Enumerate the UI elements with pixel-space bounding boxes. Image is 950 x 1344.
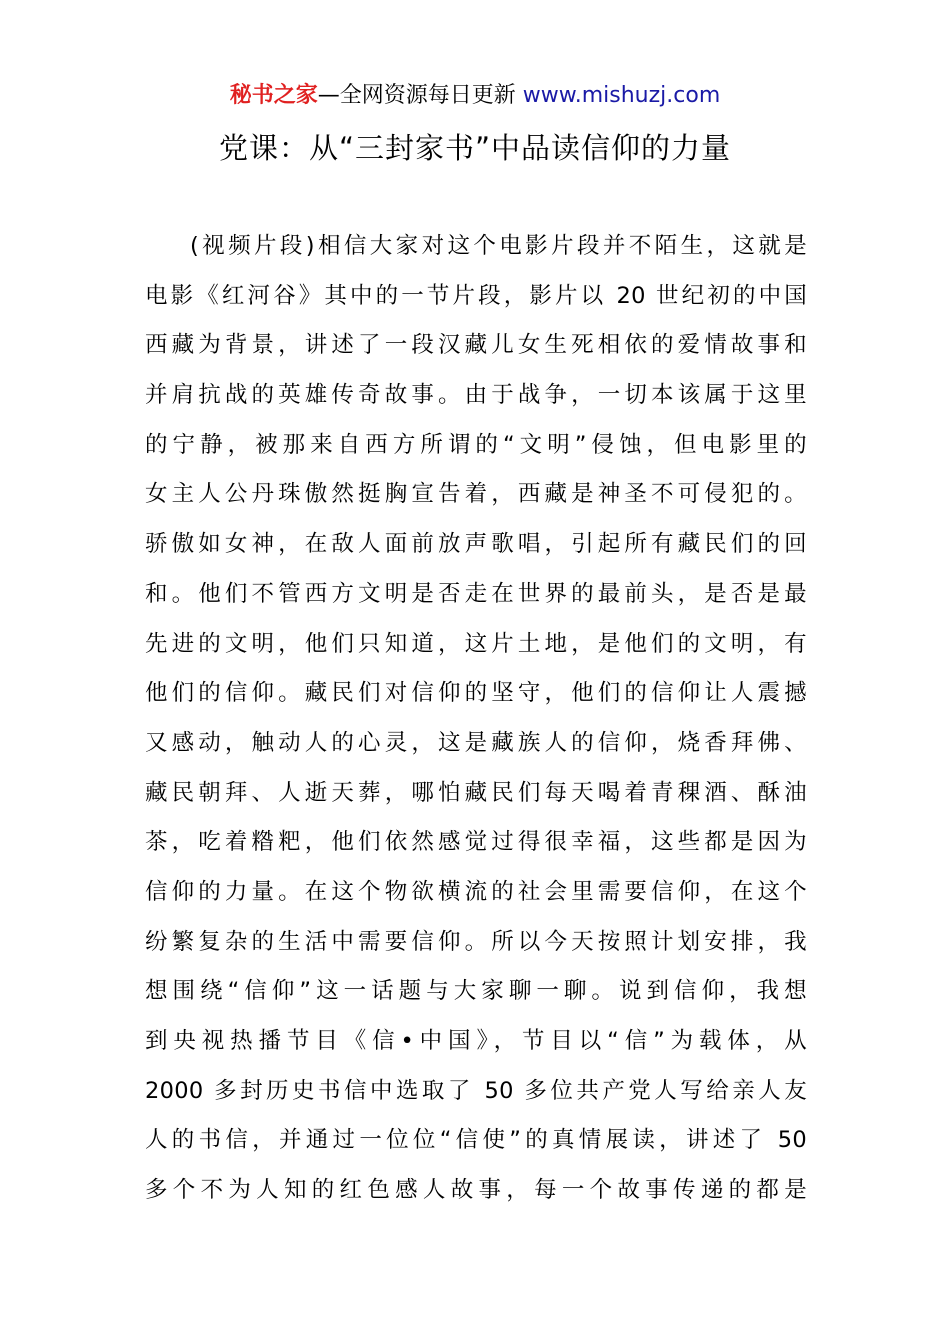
body-line: 他们的信仰。藏民们对信仰的坚守，他们的信仰让人震撼 — [145, 680, 807, 707]
body-line: 并肩抗战的英雄传奇故事。由于战争，一切本该属于这里 — [145, 382, 807, 409]
body-line: 的宁静，被那来自西方所谓的“文明”侵蚀，但电影里的 — [145, 431, 807, 458]
document-body — [145, 222, 807, 1216]
body-line: 多个不为人知的红色感人故事，每一个故事传递的都是 — [145, 1177, 807, 1204]
body-line: 2000 多封历史书信中选取了 50 多位共产党人写给亲人友 — [145, 1077, 807, 1104]
body-line: 和。他们不管西方文明是否走在世界的最前头，是否是最 — [145, 580, 807, 607]
body-line: 电影《红河谷》其中的一节片段，影片以 20 世纪初的中国 — [145, 282, 807, 309]
document-title: 党课：从“三封家书”中品读信仰的力量 — [218, 131, 732, 165]
body-line: 女主人公丹珠傲然挺胸宣告着，西藏是神圣不可侵犯的。 — [145, 481, 807, 508]
body-line: 茶，吃着糌粑，他们依然感觉过得很幸福，这些都是因为 — [145, 829, 807, 856]
body-line: (视频片段)相信大家对这个电影片段并不陌生，这就是 — [190, 233, 807, 259]
body-line: 到央视热播节目《信•中国》，节目以“信”为载体，从 — [145, 1028, 807, 1054]
body-line: 又感动，触动人的心灵，这是藏族人的信仰，烧香拜佛、 — [145, 729, 807, 756]
body-line: 信仰的力量。在这个物欲横流的社会里需要信仰，在这个 — [145, 878, 807, 905]
site-url-link[interactable]: www.mishuzj.com — [522, 83, 721, 108]
body-line: 西藏为背景，讲述了一段汉藏儿女生死相依的爱情故事和 — [145, 332, 807, 359]
site-header — [0, 80, 950, 112]
site-tagline: —全网资源每日更新 — [317, 83, 523, 108]
body-line: 先进的文明，他们只知道，这片土地，是他们的文明，有 — [145, 630, 807, 657]
body-line: 藏民朝拜、人逝天葬，哪怕藏民们每天喝着青稞酒、酥油 — [145, 779, 807, 806]
body-line: 想围绕“信仰”这一话题与大家聊一聊。说到信仰，我想 — [145, 978, 807, 1005]
body-line: 纷繁复杂的生活中需要信仰。所以今天按照计划安排，我 — [145, 928, 807, 955]
site-brand: 秘书之家 — [229, 83, 318, 108]
body-line: 骄傲如女神，在敌人面前放声歌唱，引起所有藏民们的回 — [145, 531, 807, 558]
body-line: 人的书信，并通过一位位“信使”的真情展读，讲述了 50 — [145, 1127, 807, 1154]
